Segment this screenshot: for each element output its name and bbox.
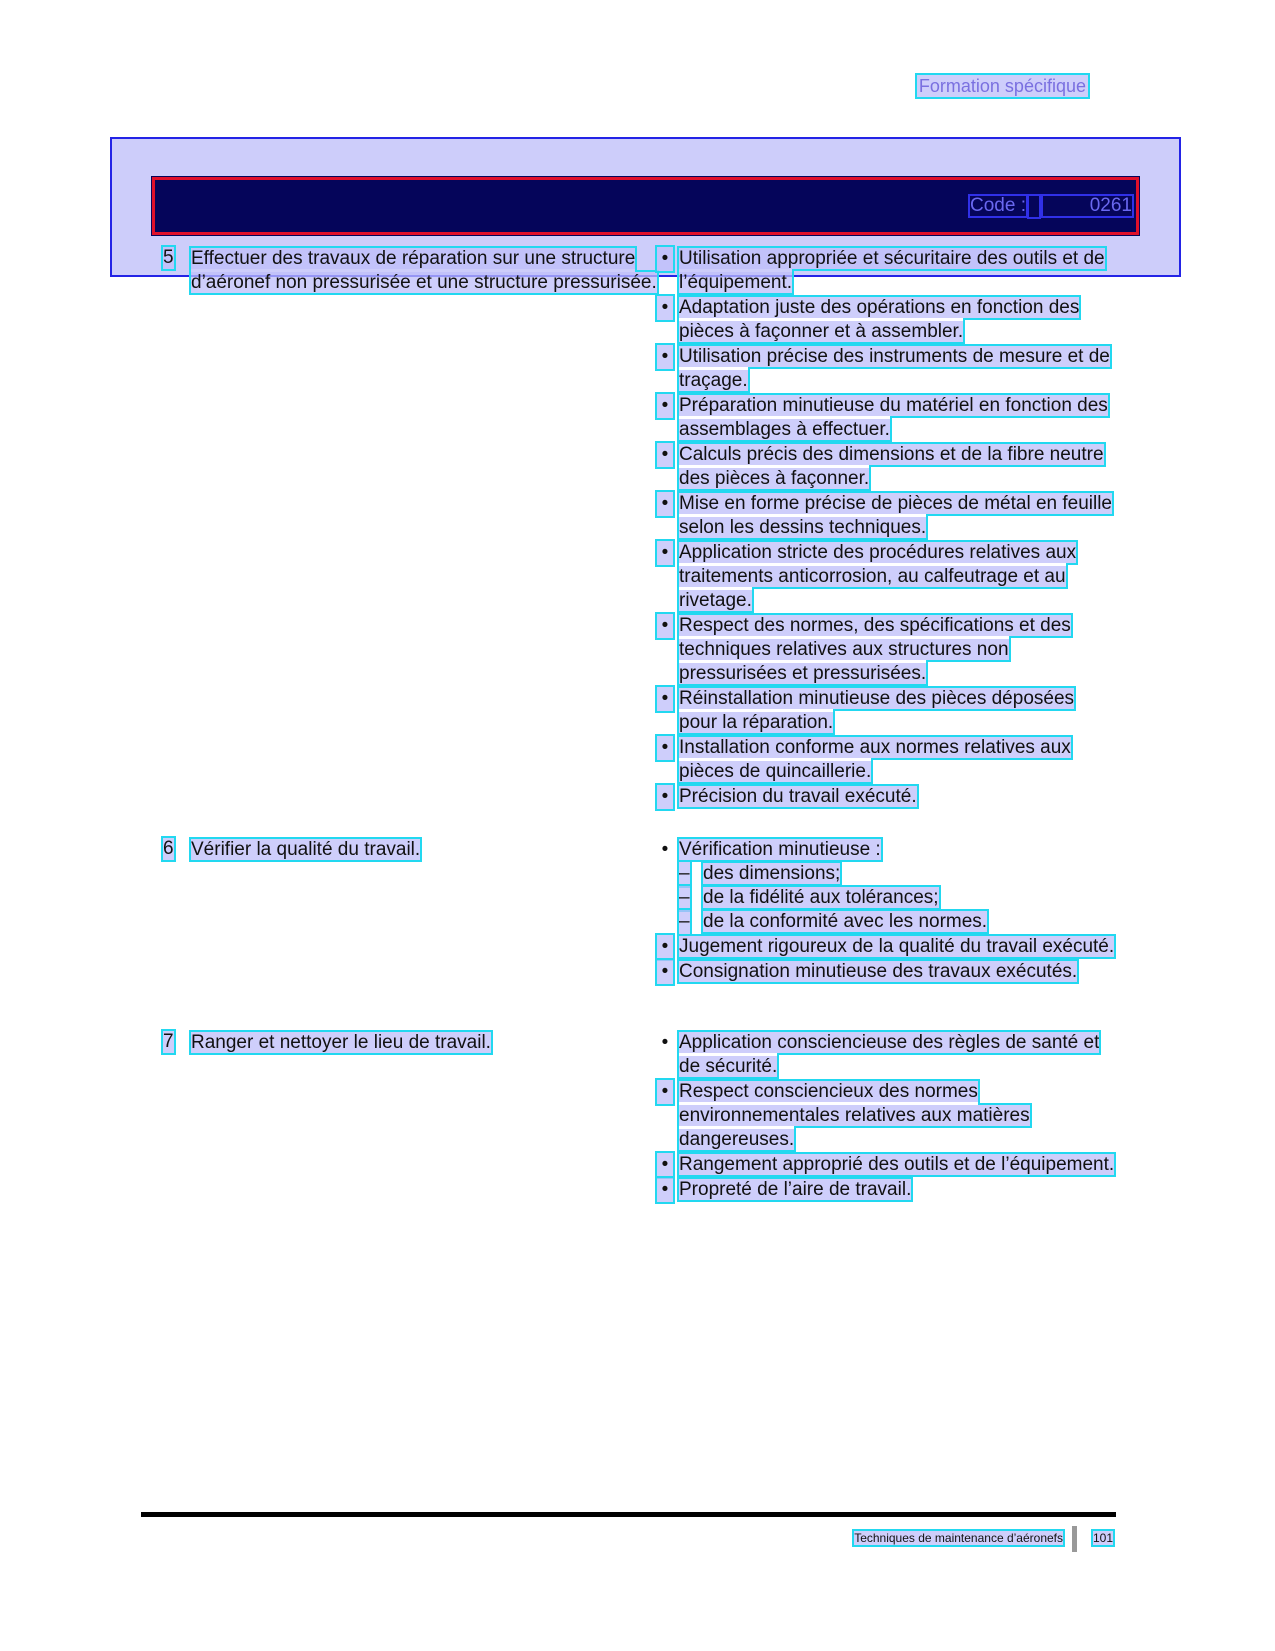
bullet-icon: • bbox=[657, 541, 673, 565]
criterion-text: Rangement approprié des outils et de l’équipement. bbox=[679, 1154, 1115, 1175]
dash-icon: – bbox=[679, 911, 690, 932]
bullet-icon: • bbox=[661, 1032, 669, 1053]
criterion-item bbox=[657, 492, 1117, 540]
footer-program: Techniques de maintenance d’aéronefs bbox=[854, 1531, 1063, 1545]
criteria-list bbox=[657, 1031, 1117, 1203]
task-number: 5 bbox=[163, 247, 174, 268]
page-number: 101 bbox=[1092, 1531, 1113, 1545]
criterion-text: Précision du travail exécuté. bbox=[679, 786, 917, 807]
bullet-icon: • bbox=[657, 394, 673, 418]
bullet-icon: • bbox=[661, 839, 669, 860]
criterion-item bbox=[657, 443, 1117, 491]
criterion-text: Réinstallation minutieuse des pièces déposées pour la réparation. bbox=[679, 688, 1075, 733]
criteria-list bbox=[657, 838, 1117, 985]
bullet-icon: • bbox=[657, 247, 673, 271]
task-description bbox=[191, 1031, 661, 1055]
task-description bbox=[191, 838, 661, 862]
bullet-icon: • bbox=[657, 960, 673, 984]
subcriterion-text: de la fidélité aux tolérances; bbox=[703, 887, 939, 908]
bullet-icon: • bbox=[657, 687, 673, 711]
bullet-icon: • bbox=[657, 935, 673, 959]
criterion-item bbox=[657, 1153, 1117, 1177]
bullet-icon: • bbox=[657, 785, 673, 809]
subcriterion-item bbox=[679, 862, 1117, 886]
criterion-text: Utilisation précise des instruments de mesure et de traçage. bbox=[679, 346, 1110, 391]
criterion-text: Consignation minutieuse des travaux exécutés. bbox=[679, 961, 1078, 982]
criterion-text: Mise en forme précise de pièces de métal en feuille selon les dessins techniques. bbox=[679, 493, 1113, 538]
running-header: Formation spécifique bbox=[918, 76, 1086, 96]
criterion-item bbox=[657, 345, 1117, 393]
criterion-item bbox=[657, 960, 1117, 984]
criterion-item bbox=[657, 1080, 1117, 1152]
criterion-item bbox=[657, 1031, 1117, 1079]
criterion-text: Application consciencieuse des règles de santé et de sécurité. bbox=[679, 1032, 1100, 1077]
criterion-text: Utilisation appropriée et sécuritaire des outils et de l’équipement. bbox=[679, 248, 1105, 293]
task-text: Effectuer des travaux de réparation sur une structure d’aéronef non pressurisée et une structure pressurisée. bbox=[191, 248, 657, 293]
bullet-icon: • bbox=[657, 492, 673, 516]
criterion-item bbox=[657, 394, 1117, 442]
competency-title-bar bbox=[152, 177, 1139, 235]
criterion-text: Préparation minutieuse du matériel en fonction des assemblages à effectuer. bbox=[679, 395, 1108, 440]
subcriterion-item bbox=[679, 886, 1117, 910]
bullet-icon: • bbox=[657, 736, 673, 760]
criterion-item bbox=[657, 541, 1117, 613]
criterion-text: Respect consciencieux des normes environnementales relatives aux matières dangereuses. bbox=[679, 1081, 1030, 1150]
dash-icon: – bbox=[679, 863, 690, 884]
bullet-icon: • bbox=[657, 614, 673, 638]
criterion-text: Installation conforme aux normes relatives aux pièces de quincaillerie. bbox=[679, 737, 1071, 782]
subcriterion-text: de la conformité avec les normes. bbox=[703, 911, 988, 932]
subcriterion-item bbox=[679, 910, 1117, 934]
criteria-list bbox=[657, 247, 1117, 810]
criterion-item bbox=[657, 296, 1117, 344]
criterion-item bbox=[657, 1178, 1117, 1202]
footer-rule bbox=[141, 1512, 1116, 1517]
criterion-text: Adaptation juste des opérations en fonction des pièces à façonner et à assembler. bbox=[679, 297, 1080, 342]
criterion-item bbox=[657, 614, 1117, 686]
footer-divider bbox=[1072, 1526, 1077, 1552]
task-text: Vérifier la qualité du travail. bbox=[191, 839, 421, 860]
bullet-icon: • bbox=[657, 1153, 673, 1177]
code-label: Code : bbox=[970, 195, 1026, 216]
task-number: 6 bbox=[163, 838, 174, 859]
dash-icon: – bbox=[679, 887, 690, 908]
criterion-text: Jugement rigoureux de la qualité du travail exécuté. bbox=[679, 936, 1115, 957]
subcriterion-text: des dimensions; bbox=[703, 863, 841, 884]
criterion-text: Propreté de l’aire de travail. bbox=[679, 1179, 912, 1200]
code-separator bbox=[1029, 196, 1039, 217]
criterion-text: Vérification minutieuse : bbox=[679, 839, 881, 860]
task-number: 7 bbox=[163, 1031, 174, 1052]
bullet-icon: • bbox=[657, 345, 673, 369]
task-text: Ranger et nettoyer le lieu de travail. bbox=[191, 1032, 491, 1053]
criterion-item bbox=[657, 736, 1117, 784]
criterion-item bbox=[657, 935, 1117, 959]
bullet-icon: • bbox=[657, 443, 673, 467]
task-description bbox=[191, 247, 661, 295]
criterion-text: Application stricte des procédures relatives aux traitements anticorrosion, au calfeutrage et au rivetage. bbox=[679, 542, 1077, 611]
criterion-text: Calculs précis des dimensions et de la fibre neutre des pièces à façonner. bbox=[679, 444, 1104, 489]
bullet-icon: • bbox=[657, 296, 673, 320]
criterion-item bbox=[657, 247, 1117, 295]
criterion-item bbox=[657, 687, 1117, 735]
criterion-item bbox=[657, 838, 1117, 934]
criterion-item bbox=[657, 785, 1117, 809]
bullet-icon: • bbox=[657, 1178, 673, 1202]
criterion-text: Respect des normes, des spécifications et des techniques relatives aux structures non pressurisées et pressurisées. bbox=[679, 615, 1071, 684]
code-value: 0261 bbox=[1043, 196, 1132, 216]
bullet-icon: • bbox=[657, 1080, 673, 1104]
